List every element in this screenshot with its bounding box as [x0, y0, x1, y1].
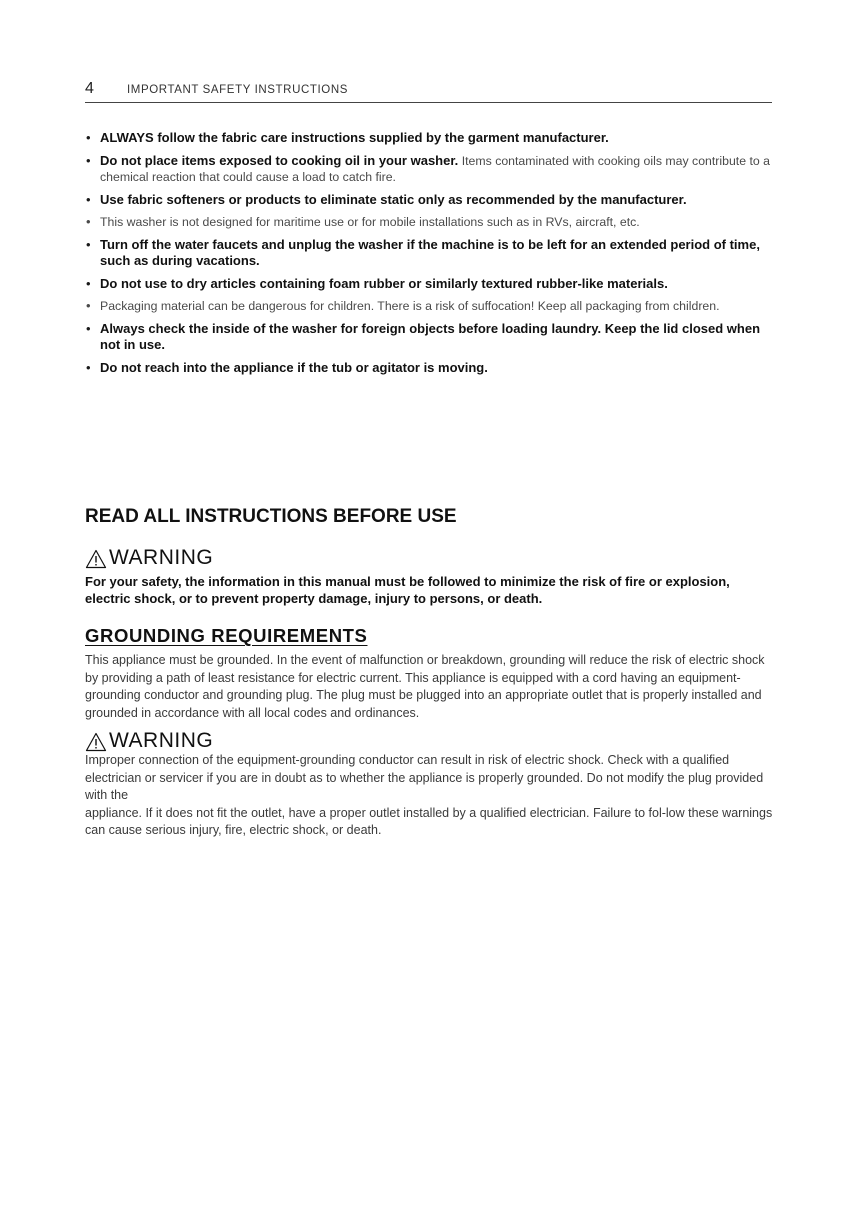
list-item: • Turn off the water faucets and unplug the washer if the machine is to be left for an extended period of time, such as during vacations.	[86, 236, 760, 268]
list-item: • Packaging material can be dangerous for children. There is a risk of suffocation! Keep all packaging from children.	[86, 298, 720, 313]
bullet-icon: •	[86, 298, 91, 313]
bullet-icon: •	[86, 130, 91, 145]
warning-triangle-icon	[85, 549, 107, 569]
warning-text-part2: appliance. If it does not fit the outlet, have a proper outlet installed by a qualified electrician. Failure to fol-low these warnings can cause serious injury, fire, electric shock, or death.	[85, 805, 773, 838]
read-all-instructions-heading: READ ALL INSTRUCTIONS BEFORE USE	[85, 506, 457, 527]
page-number: 4	[85, 80, 94, 97]
grounding-paragraph: This appliance must be grounded. In the event of malfunction or breakdown, grounding will reduce the risk of electric shock by providing a path of least resistance for electric current. This appliance is equipped with a cord having an equipment-grounding conductor and grounding plug. The plug must be plugged into an appropriate outlet that is properly installed and grounded in accordance with all local codes and ordinances.	[85, 653, 765, 720]
warning-text-part1: Improper connection of the equipment-grounding conductor can result in risk of electric shock. Check with a qualified electrician or servicer if you are in doubt as to whether the appliance is properly grounded. Do not modify the plug provided with the	[85, 753, 764, 803]
list-item: • Do not place items exposed to cooking oil in your washer. Items contaminated with cooking oils may contribute to a chemical reaction that could cause a load to catch fire.	[86, 152, 770, 184]
bullet-icon: •	[86, 359, 91, 375]
warning-heading	[85, 547, 213, 569]
bullet-icon: •	[86, 275, 91, 291]
warning-paragraph	[85, 752, 775, 840]
list-item: • Use fabric softeners or products to eliminate static only as recommended by the manufacturer.	[86, 191, 687, 207]
list-item: • ALWAYS follow the fabric care instructions supplied by the garment manufacturer.	[86, 130, 609, 145]
bullet-icon: •	[86, 152, 91, 168]
safety-bullet-list	[85, 130, 775, 382]
header-title: IMPORTANT SAFETY INSTRUCTIONS	[127, 84, 349, 96]
warning-triangle-icon	[85, 732, 107, 752]
grounding-requirements-title: GROUNDING REQUIREMENTS	[85, 625, 368, 646]
page-header	[85, 80, 772, 103]
list-item: • Always check the inside of the washer for foreign objects before loading laundry. Keep the lid closed when not in use.	[86, 320, 761, 352]
warning-label: WARNING	[109, 729, 214, 752]
safety-statement: For your safety, the information in this manual must be followed to minimize the risk of fire or explosion, electric shock, or to prevent property damage, injury to persons, or death.	[85, 574, 730, 606]
warning-label: WARNING	[109, 546, 214, 569]
bullet-icon: •	[86, 214, 91, 229]
list-item: • Do not use to dry articles containing foam rubber or similarly textured rubber-like materials.	[86, 275, 668, 291]
bullet-icon: •	[86, 320, 91, 336]
warning-heading	[85, 730, 213, 752]
bullet-icon: •	[86, 191, 91, 207]
bullet-icon: •	[86, 236, 91, 252]
list-item: • Do not reach into the appliance if the tub or agitator is moving.	[86, 359, 488, 375]
list-item: • This washer is not designed for maritime use or for mobile installations such as in RVs, aircraft, etc.	[86, 214, 640, 229]
